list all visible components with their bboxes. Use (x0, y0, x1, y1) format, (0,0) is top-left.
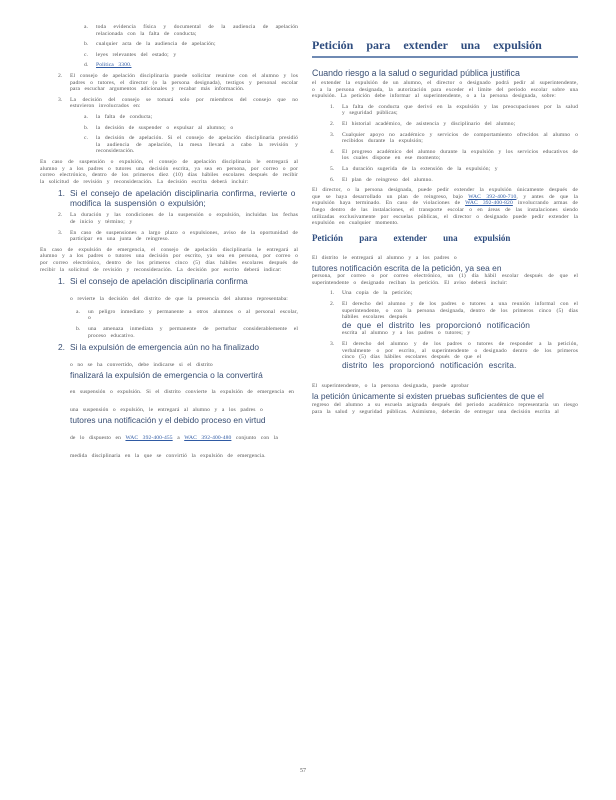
list-item: b. cualquier acta de la audiencia de apelación; (84, 41, 216, 48)
list-item: d. Política 3300. (84, 62, 298, 69)
list-item: 1. La falta de conducta que derivó en la expulsión y las preocupaciones por la salud y seguridad públicas; (330, 103, 578, 117)
list-item: 6. El plan de reingreso del alumno. (330, 176, 433, 183)
list-item: 2. La duración y las condiciones de la suspensión o expulsión, incluidas las fechas de inicio y término; y (58, 212, 298, 226)
list-item: 1. Si el consejo de apelación disciplinaria confirma, revierte o modifica la suspensión o expulsión; (58, 188, 296, 208)
list-item: a. un peligro inmediato y permanente a otros alumnos o al personal escolar, o (76, 308, 298, 322)
paragraph: En caso de expulsión de emergencia, el consejo de apelación disciplinaria le entregará al alumno y a los padres o tutores una decisión por escrito, ya sea en persona, por correo o por correo electrónico, dentro de los primeros cinco (5) días hábiles escolares después de recibir la solicitud de revisión y reconsideración. La decisión por escrito deberá indicar: (40, 246, 298, 273)
right-column (312, 38, 578, 419)
list-item: 3. El derecho del alumno y de los padres o tutores de responder a la petición, verbalmente o por escrito, al superintendente o designado dentro de los primeros cinco (5) días hábiles escolares después de que el distrito les proporcionó notificación escrita. (330, 341, 578, 370)
paragraph: El distrito le entregará al alumno y a los padres o tutores notificación escrita de la petición, ya sea en persona, por correo o por correo electrónico, un (1) día hábil escolar después de que el superintendente o designado reciban la petición. El aviso deberá incluir: (312, 254, 578, 286)
list-item: 1. Si el consejo de apelación disciplinaria confirma o revierte la decisión del distrito de que la presencia del alumno representaba: (58, 276, 288, 302)
list-item: a. toda evidencia física y documental de la audiencia de apelación relacionada con la falta de conducta; (84, 24, 298, 37)
top-sublist (40, 24, 298, 69)
wac-link[interactable]: WAC 392-400-480 (184, 434, 232, 441)
list-item: 5. La duración sugerida de la extensión de la expulsión; y (330, 165, 498, 172)
wac-link[interactable]: WAC 392-400-820 (465, 200, 513, 207)
left-column (40, 24, 298, 466)
section-title: Petición para extender una expulsión (312, 232, 511, 243)
section-title: Petición para extender una expulsión (312, 38, 578, 58)
list-item: 1. Una copia de la petición; (330, 290, 413, 297)
list-item: c. la decisión de apelación. Si el consejo de apelación disciplinaria presidió la audiencia de apelación, la mesa llevará a cabo la revisión y reconsideración. (84, 135, 298, 155)
wac-link[interactable]: WAC 392-400-710 (468, 193, 517, 200)
page-number: 57 (300, 768, 306, 774)
section-subtitle: Cuando riesgo a la salud o seguridad pública justifica (312, 68, 520, 78)
policy-3300-link[interactable]: Política 3300. (96, 62, 132, 69)
paragraph: En caso de suspensión o expulsión, el consejo de apelación disciplinaria le entregará al alumno y a los padres o tutores una decisión escrita, ya sea en persona, por correo o por correo electrónico, dentro de los primeros diez (10) días hábiles escolares después de recibir la solicitud de revisión y reconsideración. La decisión escrita deberá incluir: (40, 158, 298, 185)
list-item: 3. La decisión del consejo se tomará solo por miembros del consejo que no estuvieron involucrados en: (58, 96, 298, 110)
list-item: b. una amenaza inmediata y permanente de perturbar considerablemente el proceso educativo. (76, 326, 298, 339)
list-item: 3. En caso de suspensiones a largo plazo o expulsiones, aviso de la oportunidad de participar en una junta de reingreso. (58, 229, 298, 243)
list (312, 104, 578, 183)
list-item: 2. El historial académico, de asistencia y disciplinario del alumno; (330, 120, 516, 127)
wac-link[interactable]: WAC 392-400-455 (125, 434, 173, 441)
list-item: c. leyes relevantes del estado; y (84, 51, 177, 58)
list-item: b. la decisión de suspender o expulsar al alumno; o (84, 124, 234, 131)
list-item: 2. El consejo de apelación disciplinaria puede solicitar reunirse con el alumno y los padres o tutores, el director (o la persona designada), testigos y personal escolar para escuchar argumentos adicionales y recabar más información. (58, 72, 298, 93)
list-item: 2. Si la expulsión de emergencia aún no ha finalizado o no se ha convertido, debe indicarse si el distrito finalizará la expulsión de emergencia o la convertirá en suspensión o expulsión. Si el distrito convierte la expulsión de emergencia en una suspensión o expulsión, le entregará al alumno y a los padres o tutores una notificación y el debido proceso en virtud de lo dispuesto en WAC 392-400-455 a WAC 392-400-480 conjunto con la medida disciplinaria en la que se convirtió la expulsión de emergencia. (58, 342, 295, 459)
list-item: 2. El derecho del alumno y de los padres o tutores a una reunión informal con el superintendente, o con la persona designada, dentro de los primeros cinco (5) días hábiles escolares después de que el distrito les proporcionó notificación escrita al alumno y a los padres o tutores; y (330, 301, 578, 337)
paragraph: El director, o la persona designada, puede pedir extender la expulsión únicamente después de que se haya desarrollado un plan de reingreso, bajo WAC 392-400-710, y antes de que la expulsión haya terminado. En caso de violaciones de WAC 392-400-820 involucrando armas de fuego dentro de las instalaciones, el transporte escolar o en áreas de las instalaciones siendo utilizadas exclusivamente por escuelas públicas, el director o designado puede pedir extender la expulsión en cualquier momento. (312, 187, 578, 227)
paragraph: El superintendente, o la persona designada, puede aprobar la petición únicamente si existen pruebas suficientes de que el regreso del alumno a su escuela asignada después del periodo académico representaría un riesgo para la salud y seguridad públicas. Asimismo, deberán de entregar una decisión escrita al (312, 383, 578, 415)
paragraph: el extender la expulsión de un alumno, el director o designado podrá pedir al superintendente, o a la persona designada, la autorización para exceder el límite del periodo escolar sobre una expulsión. La petición debe informar al superintendente, o a la persona designada, sobre: (312, 80, 578, 100)
list-item: 4. El progreso académico del alumno durante la expulsión y los servicios educativos de los cuales dispone en ese momento; (330, 148, 578, 162)
list (312, 290, 578, 370)
list-item: 3. Cualquier apoyo no académico y servicios de comportamiento ofrecidos al alumno o recibidos durante la expulsión; (330, 131, 578, 145)
list-item: a. la falta de conducta; (84, 113, 153, 120)
